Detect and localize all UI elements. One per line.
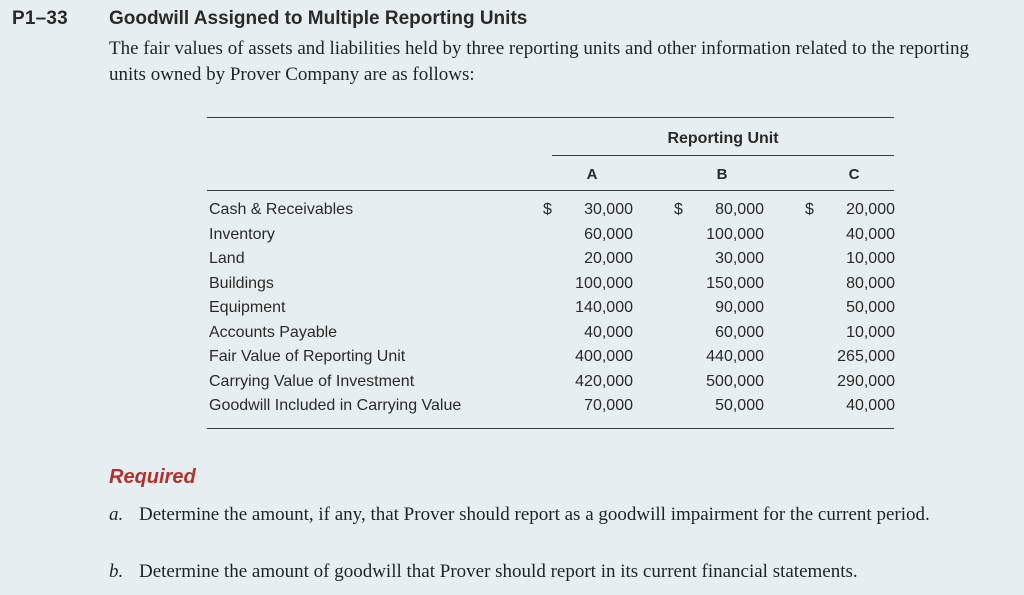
cell-value: 265,000 xyxy=(837,348,895,365)
cell-value: 10,000 xyxy=(846,250,895,267)
table-row xyxy=(207,224,895,249)
cell-value: 150,000 xyxy=(706,274,764,292)
table-row xyxy=(207,395,895,420)
cell-value: 30,000 xyxy=(715,250,764,267)
cell-value: 30,000 xyxy=(584,201,633,218)
cell-value: 80,000 xyxy=(715,201,764,218)
reporting-unit-rule xyxy=(552,155,894,156)
reporting-unit-heading: Reporting Unit xyxy=(667,130,779,147)
table-row xyxy=(207,273,895,298)
row-label: Equipment xyxy=(209,299,286,316)
cell-value: 100,000 xyxy=(575,274,633,292)
table-bottom-rule xyxy=(207,428,894,429)
problem-title: Goodwill Assigned to Multiple Reporting Units xyxy=(109,8,528,29)
cell-value: 90,000 xyxy=(715,299,764,316)
table-row xyxy=(207,346,895,371)
table-row xyxy=(207,322,895,347)
cell-value: 400,000 xyxy=(575,348,633,365)
row-label: Cash & Receivables xyxy=(209,201,354,218)
table-header-rule xyxy=(207,190,894,191)
table-row xyxy=(207,248,895,273)
cell-value: 60,000 xyxy=(584,225,633,243)
row-label: Buildings xyxy=(209,274,274,292)
column-header-b: B xyxy=(716,166,728,183)
row-label: Fair Value of Reporting Unit xyxy=(209,348,406,365)
cell-value: 290,000 xyxy=(837,372,895,390)
item-letter: b. xyxy=(109,561,124,582)
currency-symbol: $ xyxy=(805,201,814,218)
required-item-a xyxy=(109,502,1004,528)
cell-value: 70,000 xyxy=(584,397,633,414)
cell-value: 80,000 xyxy=(846,274,895,292)
required-heading: Required xyxy=(109,466,196,488)
row-label: Accounts Payable xyxy=(209,323,338,341)
item-text: Determine the amount, if any, that Prover should report as a goodwill impairment for the current period. xyxy=(139,504,930,525)
cell-value: 20,000 xyxy=(584,250,633,267)
table-row xyxy=(207,297,895,322)
cell-value: 100,000 xyxy=(706,225,764,243)
column-header-c: C xyxy=(848,166,860,183)
cell-value: 10,000 xyxy=(846,323,895,341)
cell-value: 40,000 xyxy=(584,323,633,341)
table-row xyxy=(207,199,895,224)
currency-symbol: $ xyxy=(543,201,552,218)
cell-value: 50,000 xyxy=(715,397,764,414)
required-item-b xyxy=(109,559,1004,585)
table-top-rule xyxy=(207,117,894,118)
cell-value: 40,000 xyxy=(846,397,895,414)
currency-symbol: $ xyxy=(674,201,683,218)
row-label: Carrying Value of Investment xyxy=(209,372,415,390)
cell-value: 60,000 xyxy=(715,323,764,341)
problem-number: P1–33 xyxy=(12,8,68,29)
cell-value: 140,000 xyxy=(575,299,633,316)
cell-value: 440,000 xyxy=(706,348,764,365)
problem-intro: The fair values of assets and liabilities held by three reporting units and other information related to the reporting units owned by Prover Company are as follows: xyxy=(109,38,970,85)
table-body xyxy=(207,199,895,420)
item-text: Determine the amount of goodwill that Prover should report in its current financial statements. xyxy=(139,561,858,582)
row-label: Land xyxy=(209,250,245,267)
cell-value: 20,000 xyxy=(846,201,895,218)
cell-value: 420,000 xyxy=(575,372,633,390)
row-label: Goodwill Included in Carrying Value xyxy=(209,397,462,414)
row-label: Inventory xyxy=(209,225,275,243)
cell-value: 50,000 xyxy=(846,299,895,316)
item-letter: a. xyxy=(109,504,124,525)
cell-value: 40,000 xyxy=(846,225,895,243)
column-header-a: A xyxy=(586,166,598,183)
table-row xyxy=(207,371,895,396)
cell-value: 500,000 xyxy=(706,372,764,390)
